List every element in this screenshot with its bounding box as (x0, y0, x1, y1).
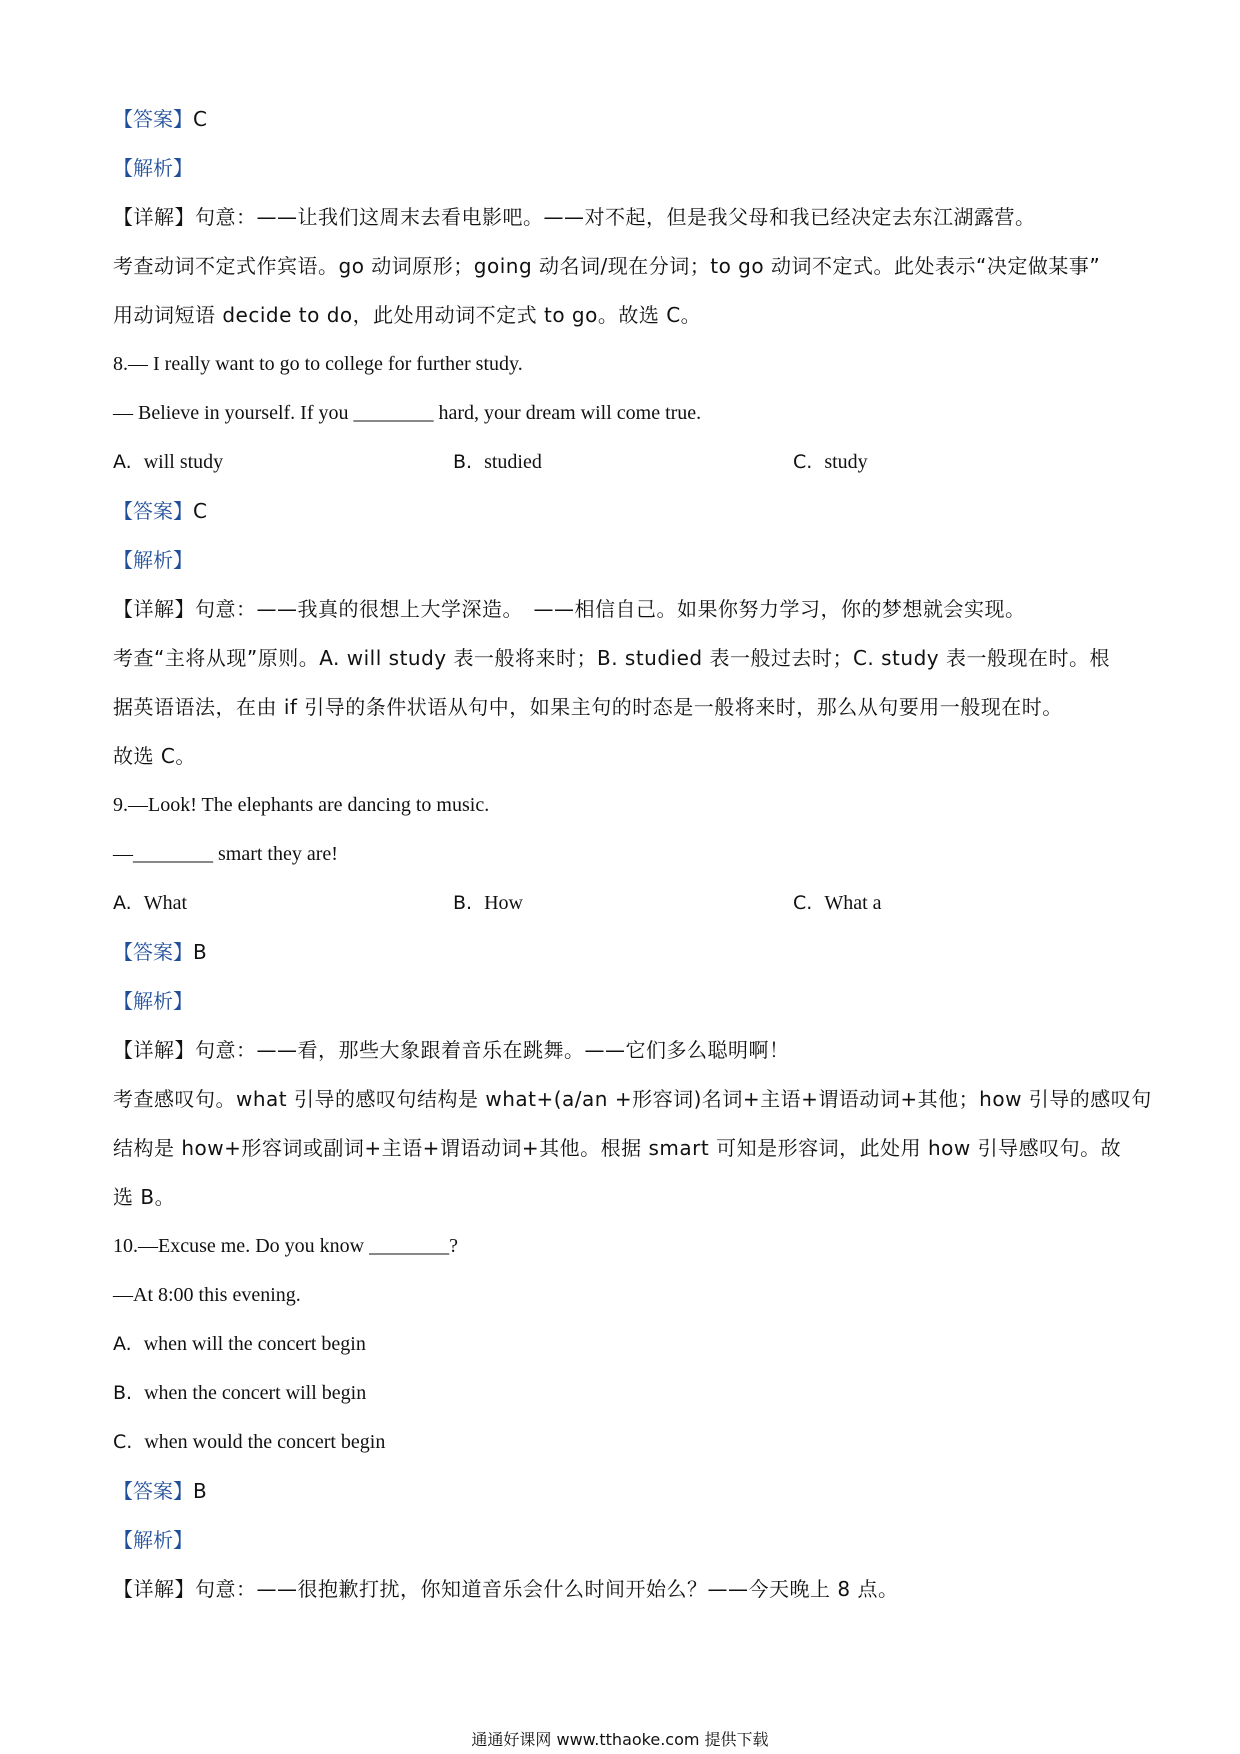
question-stem: 9.—Look! The elephants are dancing to music. (113, 794, 490, 816)
option-text: What (143, 892, 188, 914)
option-letter: C. (793, 892, 813, 914)
analysis-line (113, 986, 193, 1017)
detail-line: 结构是 how+形容词或副词+主语+谓语动词+其他。根据 smart 可知是形容词，此处用 how 引导感叹句。故 (113, 1136, 1122, 1160)
answer-value: C (193, 107, 207, 131)
detail-text: 句意：——很抱歉打扰，你知道音乐会什么时间开始么？——今天晚上 8 点。 (195, 1577, 899, 1601)
answer-value: B (193, 940, 207, 964)
detail-line (113, 202, 1036, 232)
answer-value: B (193, 1479, 207, 1503)
option-letter: A. (113, 1333, 132, 1355)
analysis-line (113, 545, 193, 576)
option-letter: C. (113, 1431, 133, 1453)
option-c (113, 1427, 385, 1457)
detail-tag: 【详解】 (113, 205, 195, 229)
option-text: when would the concert begin (144, 1431, 386, 1453)
option-b (453, 888, 523, 918)
detail-tag: 【详解】 (113, 1577, 195, 1601)
answer-line (113, 104, 207, 135)
option-text: will study (143, 451, 224, 473)
answer-tag: 【答案】 (113, 940, 193, 964)
answer-tag: 【答案】 (113, 1479, 193, 1503)
option-a (113, 1329, 366, 1359)
analysis-line (113, 153, 193, 184)
answer-line (113, 496, 207, 527)
option-c (793, 447, 868, 477)
option-text: studied (484, 451, 542, 473)
answer-line (113, 1476, 207, 1507)
detail-line: 考查“主将从现”原则。A. will study 表一般将来时；B. studied 表一般过去时；C. study 表一般现在时。根 (113, 646, 1110, 670)
analysis-tag: 【解析】 (113, 156, 193, 180)
detail-line: 故选 C。 (113, 744, 196, 768)
option-b (113, 1378, 366, 1408)
analysis-tag: 【解析】 (113, 548, 193, 572)
detail-text: 句意：——我真的很想上大学深造。 ——相信自己。如果你努力学习，你的梦想就会实现。 (195, 597, 1026, 621)
detail-tag: 【详解】 (113, 597, 195, 621)
page-footer: 通通好课网 www.tthaoke.com 提供下载 (471, 1730, 769, 1749)
detail-line (113, 1574, 898, 1604)
analysis-tag: 【解析】 (113, 1528, 193, 1552)
detail-text: 句意：——让我们这周末去看电影吧。——对不起，但是我父母和我已经决定去东江湖露营。 (195, 205, 1036, 229)
option-letter: B. (453, 451, 473, 473)
option-text: when will the concert begin (143, 1333, 366, 1355)
question-stem: — Believe in yourself. If you ________ hard, your dream will come true. (113, 402, 702, 424)
detail-line: 据英语语法，在由 if 引导的条件状语从句中，如果主句的时态是一般将来时，那么从句要用一般现在时。 (113, 695, 1063, 719)
answer-tag: 【答案】 (113, 107, 193, 131)
answer-line (113, 937, 207, 968)
detail-tag: 【详解】 (113, 1038, 195, 1062)
analysis-tag: 【解析】 (113, 989, 193, 1013)
option-a (113, 888, 187, 918)
option-text: when the concert will begin (144, 1382, 367, 1404)
option-letter: A. (113, 892, 132, 914)
answer-value: C (193, 499, 207, 523)
option-letter: A. (113, 451, 132, 473)
option-letter: C. (793, 451, 813, 473)
detail-line (113, 594, 1026, 624)
question-stem: —At 8:00 this evening. (113, 1284, 301, 1306)
question-stem: —________ smart they are! (113, 843, 338, 865)
detail-line: 考查感叹句。what 引导的感叹句结构是 what+(a/an +形容词)名词+主语+谓语动词+其他；how 引导的感叹句 (113, 1087, 1152, 1111)
answer-tag: 【答案】 (113, 499, 193, 523)
option-text: How (484, 892, 523, 914)
option-a (113, 447, 223, 477)
option-letter: B. (453, 892, 473, 914)
analysis-line (113, 1525, 193, 1556)
question-stem: 8.— I really want to go to college for further study. (113, 353, 523, 375)
detail-line (113, 1035, 790, 1065)
option-c (793, 888, 882, 918)
detail-line: 用动词短语 decide to do，此处用动词不定式 to go。故选 C。 (113, 303, 702, 327)
detail-line: 选 B。 (113, 1185, 176, 1209)
option-b (453, 447, 542, 477)
detail-text: 句意：——看，那些大象跟着音乐在跳舞。——它们多么聪明啊！ (195, 1038, 790, 1062)
option-letter: B. (113, 1382, 133, 1404)
detail-line: 考查动词不定式作宾语。go 动词原形；going 动名词/现在分词；to go 动词不定式。此处表示“决定做某事” (113, 254, 1101, 278)
option-text: What a (824, 892, 882, 914)
question-stem: 10.—Excuse me. Do you know ________? (113, 1235, 458, 1257)
option-text: study (824, 451, 868, 473)
